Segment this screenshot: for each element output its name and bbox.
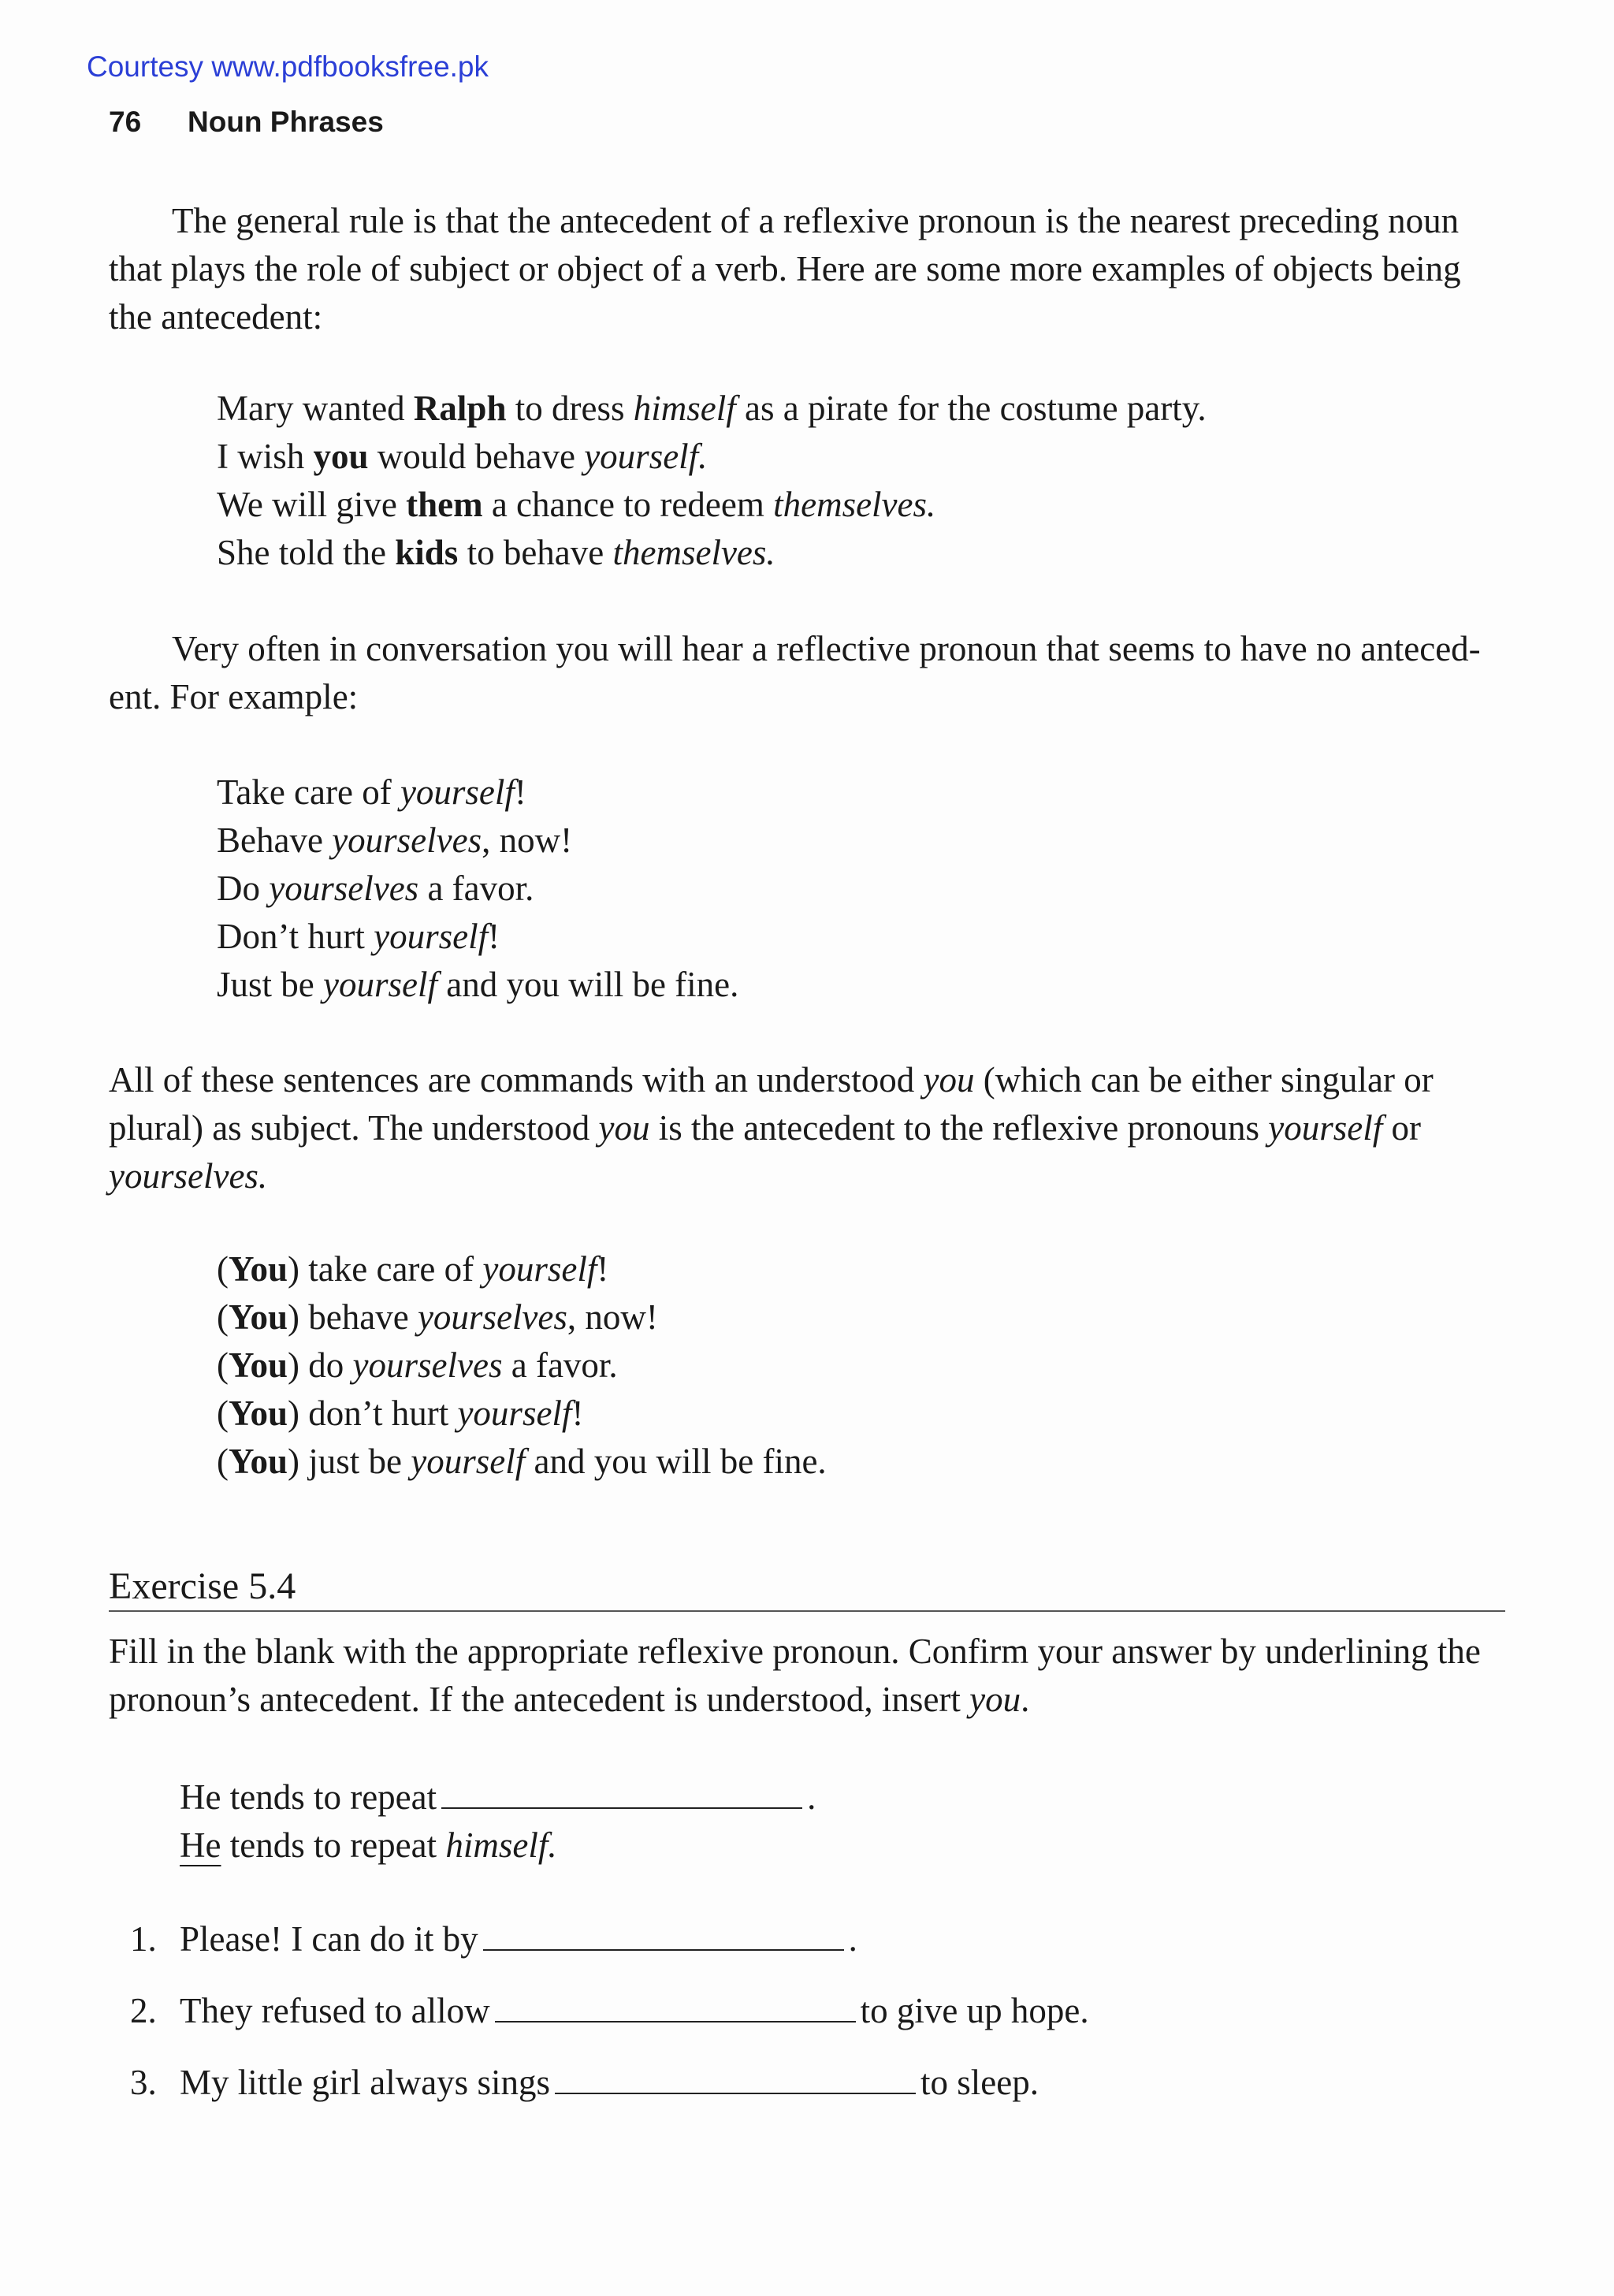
paragraph-2-line-2: ent. For example: — [109, 677, 359, 716]
example-line: Take care of yourself! — [217, 772, 526, 812]
example-line: We will give them a chance to redeem themselves. — [217, 485, 936, 524]
paragraph-2-line-1: Very often in conversation you will hear a reflective pronoun that seems to have no anteced- — [172, 629, 1481, 668]
example-line: She told the kids to behave themselves. — [217, 533, 775, 572]
paragraph-1-text: The general rule is that the antecedent of a reflexive pronoun is the nearest preceding noun that plays the role of subject or object of a verb. Here are some more examples of objects being the antecedent: — [109, 201, 1461, 337]
paragraph-3-text: All of these sentences are commands with an understood you (which can be either singular or plural) as subject. The understood you is the antecedent to the reflexive pronouns yourself or yourselves. — [109, 1060, 1434, 1196]
exercise-item: 2. They refused to allow to give up hope. — [130, 1991, 1089, 2030]
sample-answer: He tends to repeat himself. — [180, 1825, 557, 1865]
page-number: 76 — [109, 106, 142, 138]
paragraph-1 — [109, 197, 1505, 341]
example-line: (You) do yourselves a favor. — [217, 1345, 618, 1385]
exercise-item: 3. My little girl always sings to sleep. — [130, 2063, 1039, 2102]
example-line: (You) take care of yourself! — [217, 1249, 609, 1289]
example-line: Do yourselves a favor. — [217, 869, 534, 908]
example-line: Just be yourself and you will be fine. — [217, 965, 739, 1004]
running-head — [109, 106, 384, 139]
paragraph-3 — [109, 1056, 1505, 1200]
courtesy-link[interactable]: Courtesy www.pdfbooksfree.pk — [87, 50, 489, 83]
examples-objects — [217, 385, 1207, 577]
example-line: Don’t hurt yourself! — [217, 917, 500, 956]
paragraph-2 — [109, 625, 1505, 721]
answer-blank[interactable] — [483, 1918, 844, 1951]
example-line: (You) don’t hurt yourself! — [217, 1394, 584, 1433]
example-line: (You) behave yourselves, now! — [217, 1297, 658, 1337]
exercise-title: Exercise 5.4 — [109, 1565, 1505, 1612]
examples-commands — [217, 768, 738, 1009]
exercise-instructions-text: Fill in the blank with the appropriate reflexive pronoun. Confirm your answer by underlining the pronoun’s antecedent. If the antecedent is understood, insert you. — [109, 1632, 1481, 1719]
answer-blank[interactable] — [555, 2061, 916, 2094]
answer-blank[interactable] — [495, 1989, 856, 2022]
sample-blank — [441, 1776, 802, 1809]
sample-question: He tends to repeat . — [180, 1777, 816, 1817]
example-line: (You) just be yourself and you will be fine. — [217, 1442, 827, 1481]
exercise-item: 1. Please! I can do it by . — [130, 1919, 857, 1959]
sample-antecedent: He — [180, 1825, 221, 1865]
example-line: Behave yourselves, now! — [217, 821, 573, 860]
examples-understood-you — [217, 1245, 827, 1486]
example-line: I wish you would behave yourself. — [217, 437, 708, 476]
example-line: Mary wanted Ralph to dress himself as a pirate for the costume party. — [217, 389, 1207, 428]
exercise-instructions — [109, 1628, 1505, 1724]
section-title: Noun Phrases — [188, 106, 384, 138]
